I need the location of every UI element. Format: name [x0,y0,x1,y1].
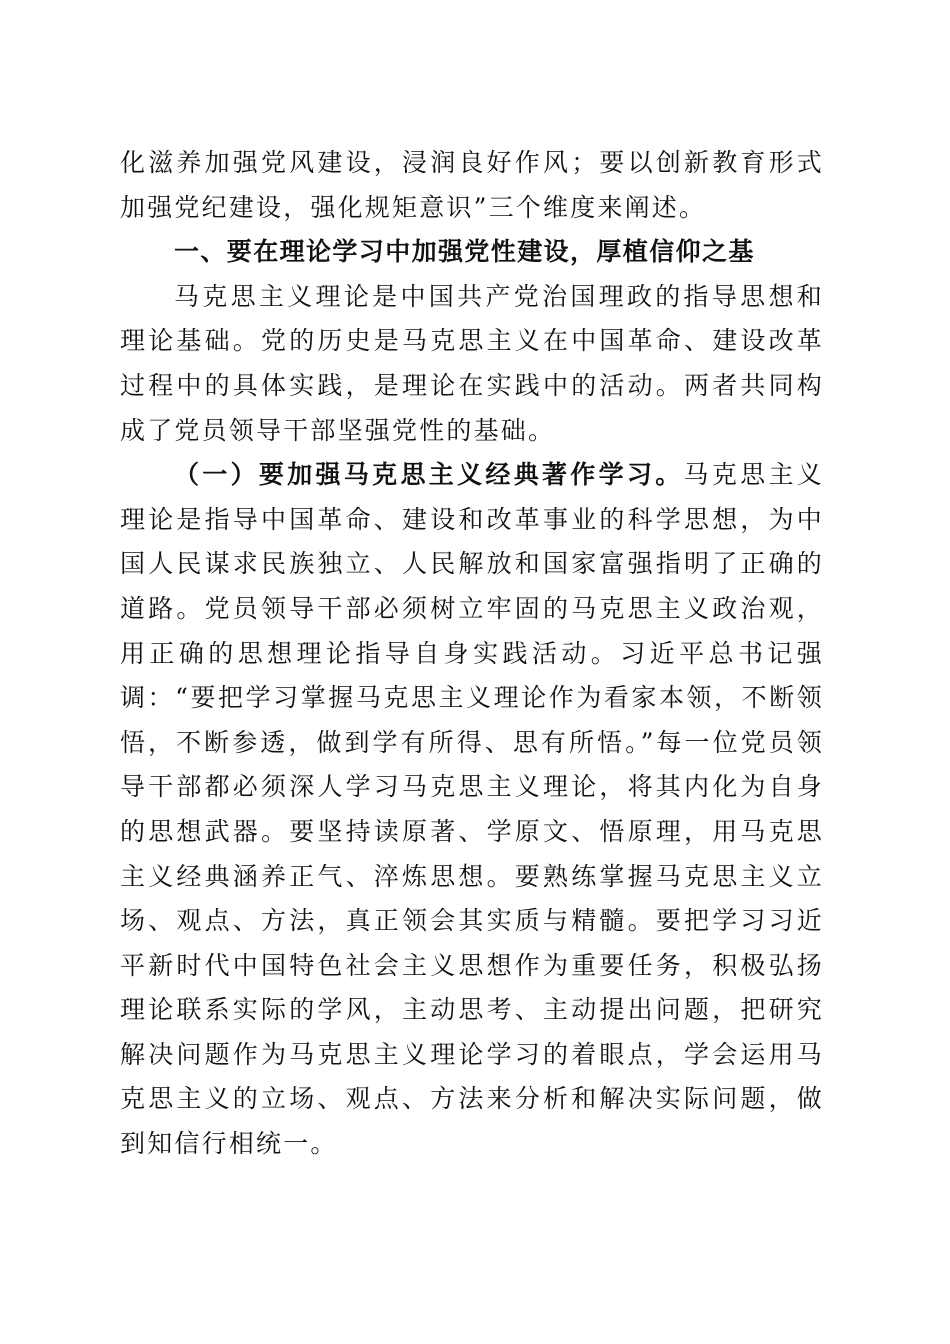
continuation-paragraph: 化滋养加强党风建设，浸润良好作风；要以创新教育形式加强党纪建设，强化规矩意识”三个维度来阐述。 [120,148,824,222]
document-body [120,141,824,1167]
subsection-heading: （一）要加强马克思主义经典著作学习。 [174,460,684,490]
subsection-paragraph [120,453,824,1167]
section-heading: 一、要在理论学习中加强党性建设，厚植信仰之基 [174,237,755,267]
subsection-body: 马克思主义理论是指导中国革命、建设和改革事业的科学思想，为中国人民谋求民族独立、人民解放和国家富强指明了正确的道路。党员领导干部必须树立牢固的马克思主义政治观，用正确的思想理论指导自身实践活动。习近平总书记强调：“要把学习掌握马克思主义理论作为看家本领，不断领悟，不断参透，做到学有所得、思有所悟。”每一位党员领导干部都必须深人学习马克思主义理论，将其内化为自身的思想武器。要坚持读原著、学原文、悟原理，用马克思主义经典涵养正气、淬炼思想。要熟练掌握马克思主义立场、观点、方法，真正领会其实质与精髓。要把学习习近平新时代中国特色社会主义思想作为重要任务，积极弘扬理论联系实际的学风，主动思考、主动提出问题，把研究解决问题作为马克思主义理论学习的着眼点，学会运用马克思主义的立场、观点、方法来分析和解决实际问题，做到知信行相统一。 [120,460,824,1159]
intro-paragraph: 马克思主义理论是中国共产党治国理政的指导思想和理论基础。党的历史是马克思主义在中国革命、建设改革过程中的具体实践，是理论在实践中的活动。两者共同构成了党员领导干部坚强党性的基础。 [120,281,824,445]
